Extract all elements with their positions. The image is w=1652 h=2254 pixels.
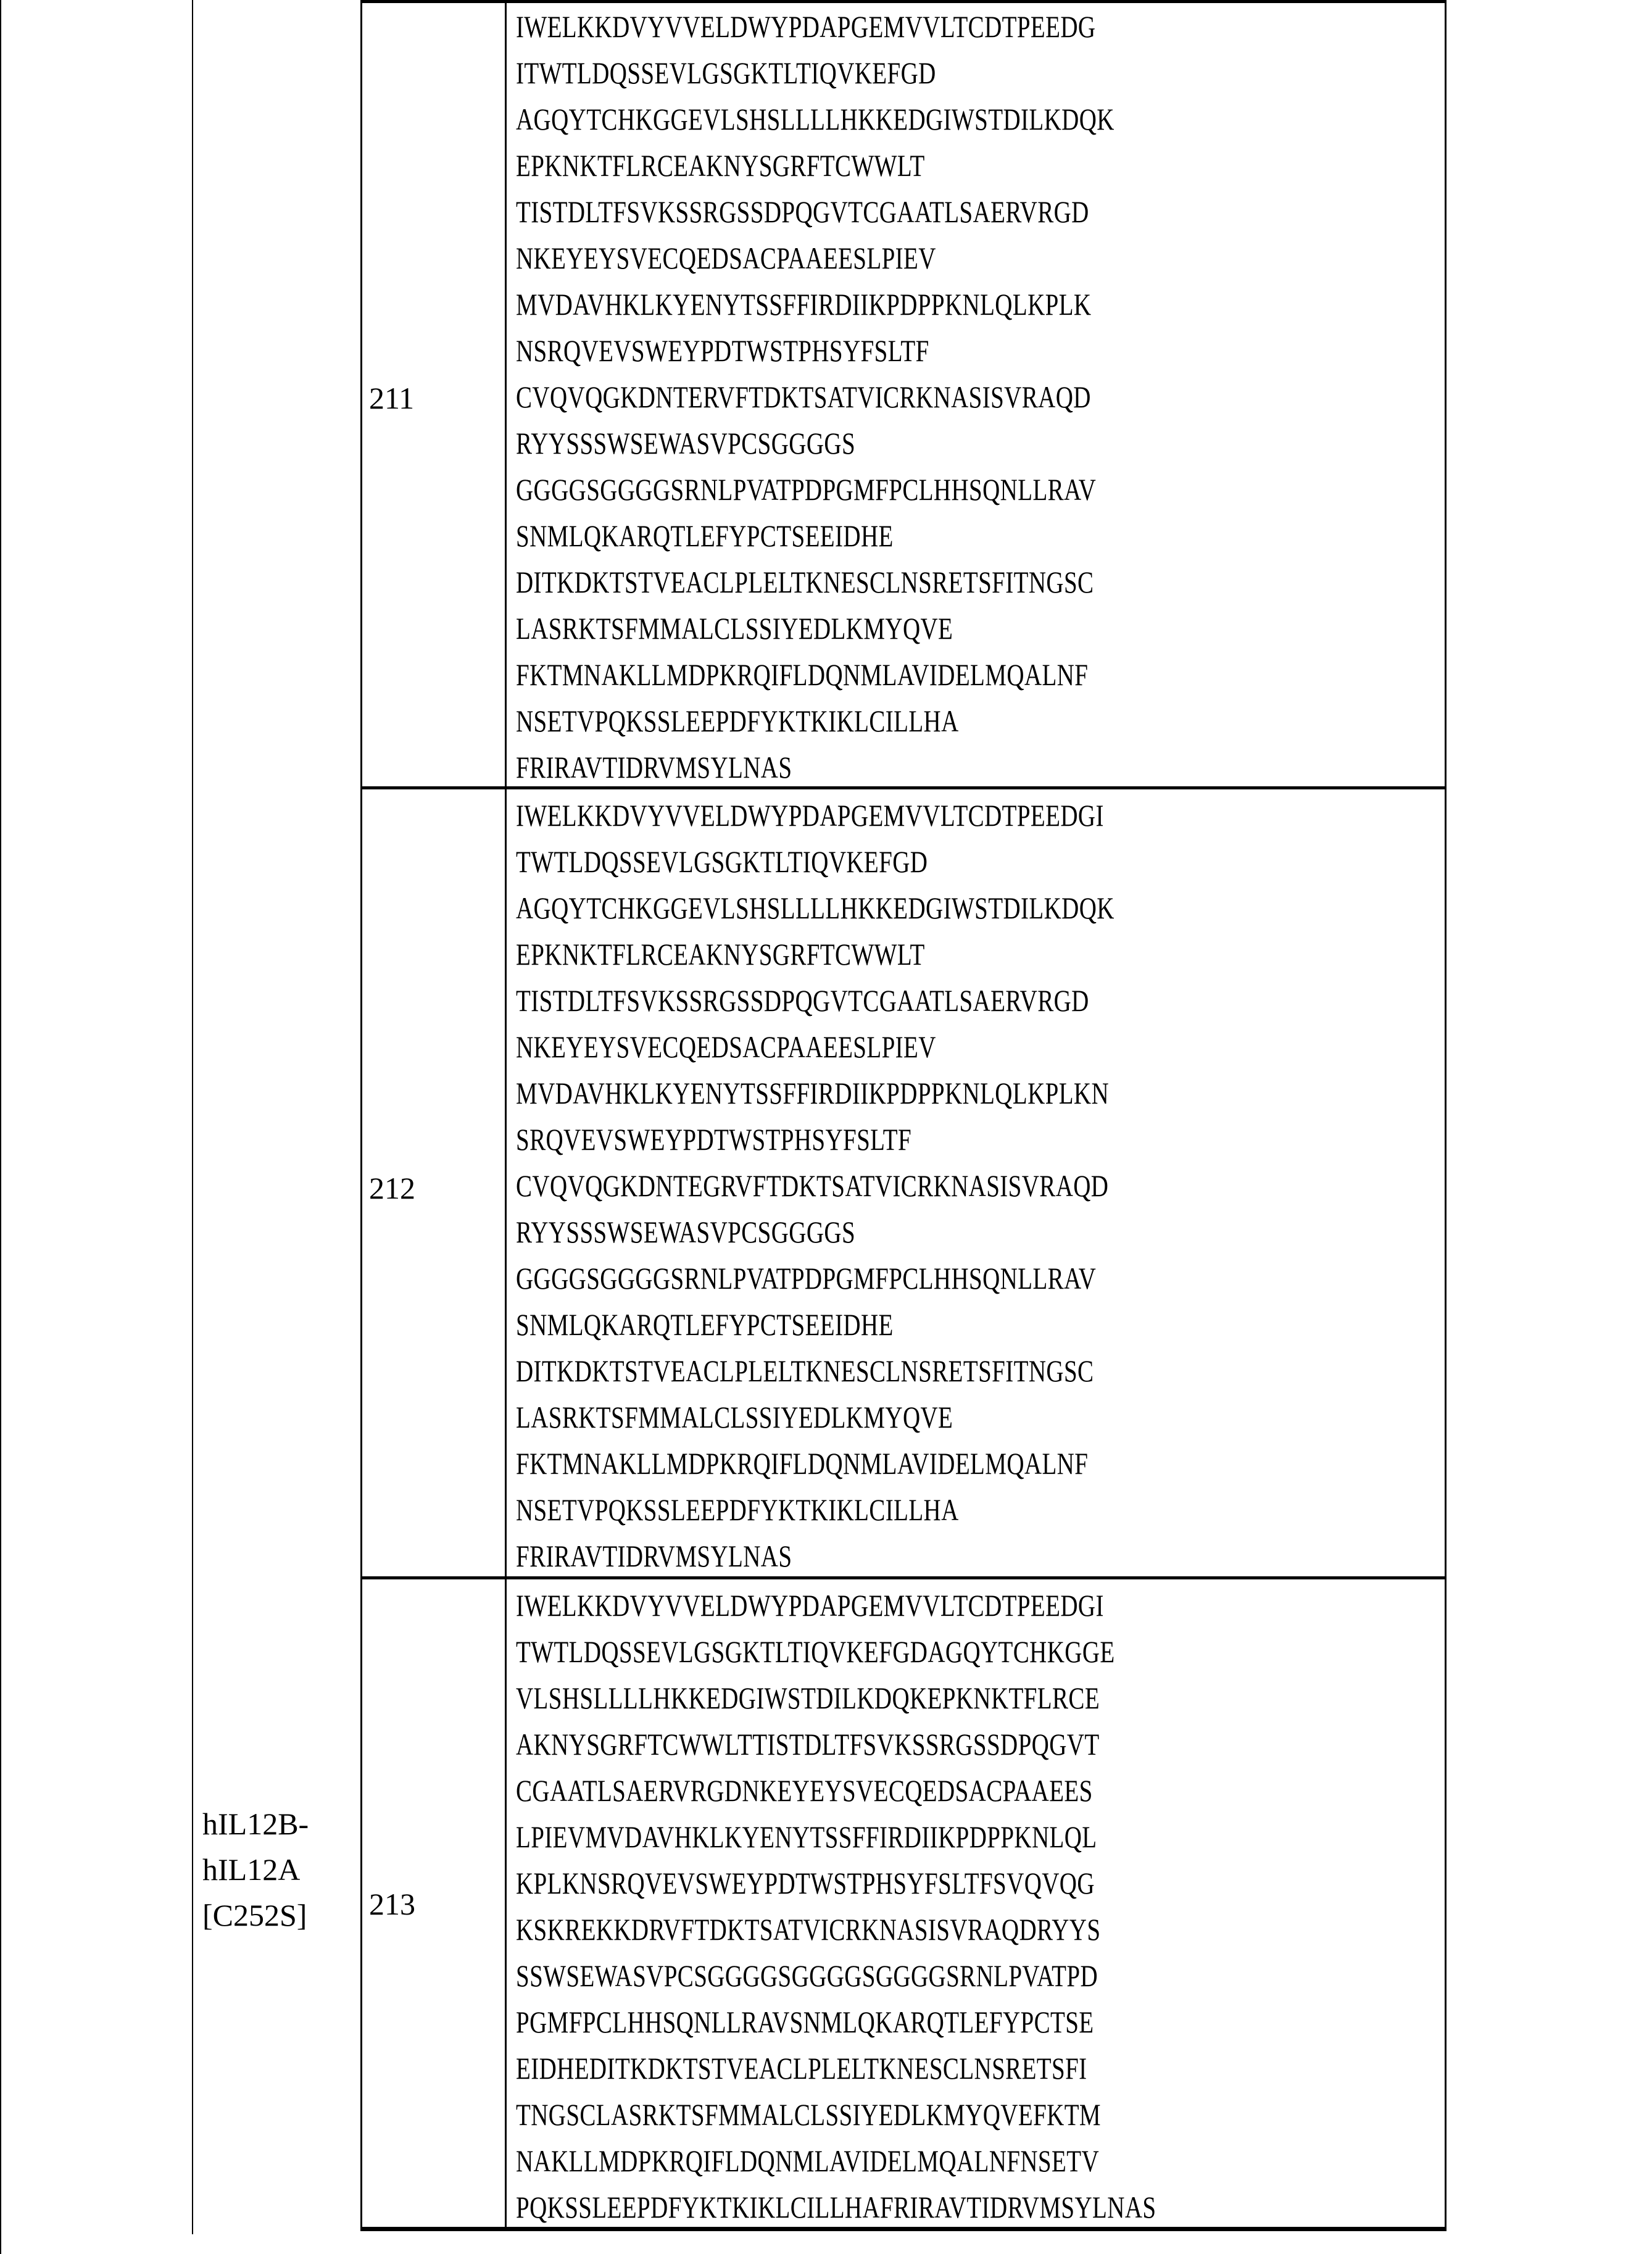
sequence-line: GGGGSGGGGSRNLPVATPDPGMFPCLHHSQNLLRAV bbox=[516, 472, 1097, 507]
sequence-line: NSRQVEVSWEYPDTWSTPHSYFSLTF bbox=[516, 333, 929, 368]
sequence-line: EIDHEDITKDKTSTVEACLPLELTKNESCLNSRETSFI bbox=[516, 2051, 1087, 2086]
table-right-edge bbox=[1445, 0, 1447, 2231]
sequence-line: NSETVPQKSSLEEPDFYKTKIKLCILLHA bbox=[516, 704, 959, 738]
sequence-line: IWELKKDVYVVELDWYPDAPGEMVVLTCDTPEEDGI bbox=[516, 798, 1104, 833]
sequence-line: FKTMNAKLLMDPKRQIFLDQNMLAVIDELMQALNF bbox=[516, 1446, 1089, 1481]
sequence-line: AKNYSGRFTCWWLTTISTDLTFSVKSSRGSSDPQGVT bbox=[516, 1727, 1100, 1761]
sequence-line: TNGSCLASRKTSFMMALCLSSIYEDLKMYQVEFKTM bbox=[516, 2097, 1101, 2132]
sequence-line: CVQVQGKDNTEGRVFTDKTSATVICRKNASISVRAQD bbox=[516, 1168, 1109, 1203]
sequence-line: CGAATLSAERVRGDNKEYEYSVECQEDSACPAAEES bbox=[516, 1773, 1093, 1808]
sequence-line: VLSHSLLLLHKKEDGIWSTDILKDQKEPKNKTFLRCE bbox=[516, 1681, 1100, 1715]
column-divider-label bbox=[192, 0, 193, 2234]
construct-label-line: [C252S] bbox=[202, 1898, 307, 1932]
sequence-line: IWELKKDVYVVELDWYPDAPGEMVVLTCDTPEEDG bbox=[516, 9, 1096, 44]
sequence-line: FRIRAVTIDRVMSYLNAS bbox=[516, 1539, 792, 1573]
sequence-line: KSKREKKDRVFTDKTSATVICRKNASISVRAQDRYYS bbox=[516, 1912, 1101, 1947]
sequence-line: MVDAVHKLKYENYTSSFFIRDIIKPDPPKNLQLKPLK bbox=[516, 287, 1092, 322]
sequence-line: TISTDLTFSVKSSRGSSDPQGVTCGAATLSAERVRGD bbox=[516, 983, 1089, 1018]
sequence-line: MVDAVHKLKYENYTSSFFIRDIIKPDPPKNLQLKPLKN bbox=[516, 1076, 1110, 1110]
sequence-line: TISTDLTFSVKSSRGSSDPQGVTCGAATLSAERVRGD bbox=[516, 194, 1089, 229]
sequence-line: PGMFPCLHHSQNLLRAVSNMLQKARQTLEFYPCTSE bbox=[516, 2005, 1094, 2039]
sequence-cell bbox=[516, 1582, 1442, 2231]
sequence-line: NAKLLMDPKRQIFLDQNMLAVIDELMQALNFNSETV bbox=[516, 2144, 1099, 2178]
sequence-line: FRIRAVTIDRVMSYLNAS bbox=[516, 750, 792, 784]
row-border-top bbox=[360, 0, 1447, 3]
construct-label-line: hIL12A bbox=[202, 1852, 301, 1887]
sequence-line: KPLKNSRQVEVSWEYPDTWSTPHSYFSLTFSVQVQG bbox=[516, 1866, 1095, 1900]
seq-id-cell: 211 bbox=[369, 381, 415, 415]
sequence-line: RYYSSSWSEWASVPCSGGGGS bbox=[516, 1215, 856, 1249]
table-left-edge bbox=[0, 0, 1, 2254]
construct-label-line: hIL12B- bbox=[202, 1807, 309, 1841]
sequence-line: NSETVPQKSSLEEPDFYKTKIKLCILLHA bbox=[516, 1492, 959, 1527]
column-divider-id bbox=[360, 0, 362, 2231]
sequence-line: SRQVEVSWEYPDTWSTPHSYFSLTF bbox=[516, 1122, 912, 1157]
sequence-line: CVQVQGKDNTERVFTDKTSATVICRKNASISVRAQD bbox=[516, 380, 1091, 414]
sequence-line: LPIEVMVDAVHKLKYENYTSSFFIRDIIKPDPPKNLQL bbox=[516, 1819, 1097, 1854]
sequence-line: GGGGSGGGGSRNLPVATPDPGMFPCLHHSQNLLRAV bbox=[516, 1261, 1097, 1295]
sequence-line: AGQYTCHKGGEVLSHSLLLLHKKEDGIWSTDILKDQK bbox=[516, 102, 1114, 136]
sequence-line: ITWTLDQSSEVLGSGKTLTIQVKEFGD bbox=[516, 56, 936, 90]
sequence-line: AGQYTCHKGGEVLSHSLLLLHKKEDGIWSTDILKDQK bbox=[516, 891, 1114, 925]
sequence-line: FKTMNAKLLMDPKRQIFLDQNMLAVIDELMQALNF bbox=[516, 657, 1089, 692]
sequence-line: NKEYEYSVECQEDSACPAAEESLPIEV bbox=[516, 1029, 936, 1064]
sequence-line: SSWSEWASVPCSGGGGSGGGGSGGGGSRNLPVATPD bbox=[516, 1958, 1098, 1993]
sequence-line: TWTLDQSSEVLGSGKTLTIQVKEFGD bbox=[516, 844, 928, 879]
sequence-cell bbox=[516, 4, 1442, 791]
seq-id-cell: 213 bbox=[369, 1887, 415, 1921]
sequence-line: LASRKTSFMMALCLSSIYEDLKMYQVE bbox=[516, 611, 953, 646]
construct-label bbox=[202, 1801, 309, 1938]
sequence-line: EPKNKTFLRCEAKNYSGRFTCWWLT bbox=[516, 148, 925, 183]
sequence-line: SNMLQKARQTLEFYPCTSEEIDHE bbox=[516, 1307, 894, 1342]
sequence-line: PQKSSLEEPDFYKTKIKLCILLHAFRIRAVTIDRVMSYLNAS bbox=[516, 2190, 1156, 2224]
sequence-line: TWTLDQSSEVLGSGKTLTIQVKEFGDAGQYTCHKGGE bbox=[516, 1634, 1115, 1669]
sequence-line: EPKNKTFLRCEAKNYSGRFTCWWLT bbox=[516, 937, 925, 971]
sequence-line: SNMLQKARQTLEFYPCTSEEIDHE bbox=[516, 518, 894, 553]
sequence-line: LASRKTSFMMALCLSSIYEDLKMYQVE bbox=[516, 1400, 953, 1434]
sequence-line: DITKDKTSTVEACLPLELTKNESCLNSRETSFITNGSC bbox=[516, 1354, 1094, 1388]
sequence-cell bbox=[516, 792, 1442, 1579]
seq-id-cell: 212 bbox=[369, 1171, 415, 1205]
sequence-line: IWELKKDVYVVELDWYPDAPGEMVVLTCDTPEEDGI bbox=[516, 1588, 1104, 1623]
column-divider-sequence bbox=[505, 0, 507, 2231]
sequence-line: RYYSSSWSEWASVPCSGGGGS bbox=[516, 426, 856, 460]
sequence-line: DITKDKTSTVEACLPLELTKNESCLNSRETSFITNGSC bbox=[516, 565, 1094, 599]
sequence-line: NKEYEYSVECQEDSACPAAEESLPIEV bbox=[516, 241, 936, 275]
